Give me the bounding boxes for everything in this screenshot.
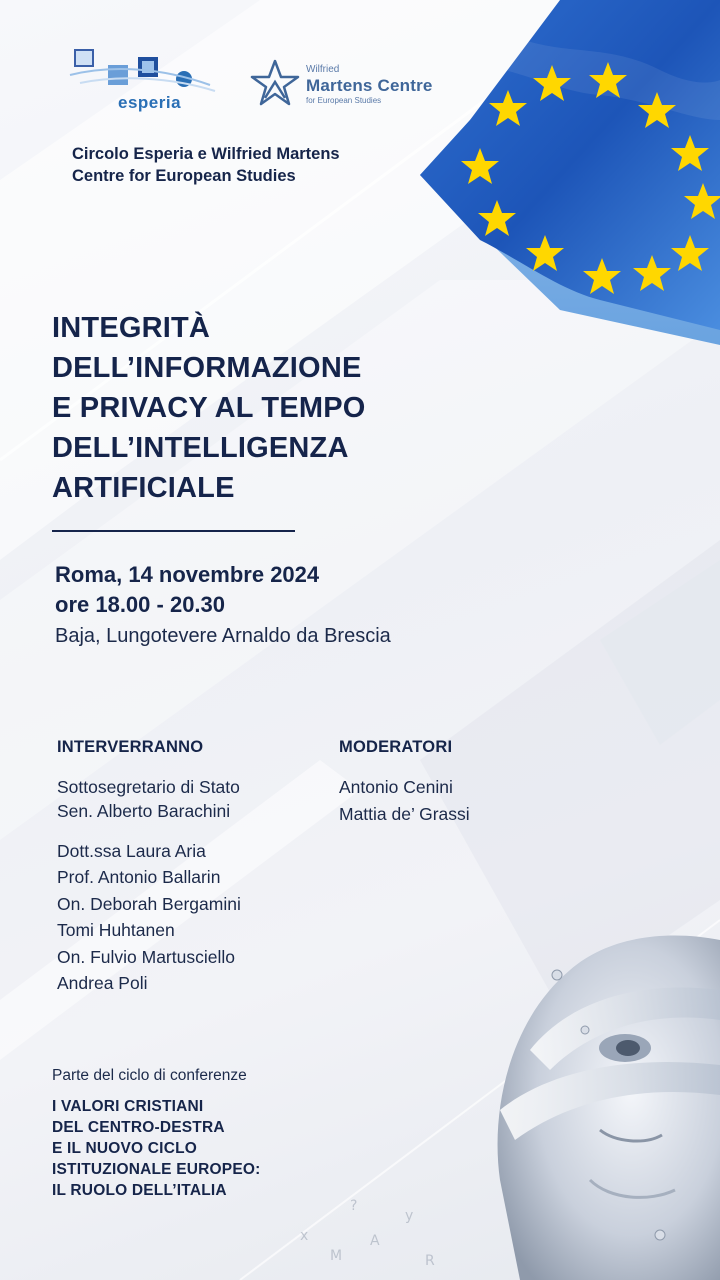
esperia-logo-mark bbox=[70, 45, 220, 95]
esperia-wordmark: esperia bbox=[118, 93, 182, 112]
svg-text:M: M bbox=[330, 1248, 343, 1264]
series-title-line: ISTITUZIONALE EUROPEO: bbox=[52, 1161, 261, 1178]
series-intro: Parte del ciclo di conferenze bbox=[52, 1067, 247, 1084]
event-title-line-2: DELL’INFORMAZIONE bbox=[52, 352, 362, 384]
event-date: Roma, 14 novembre 2024 bbox=[55, 562, 320, 587]
esperia-logo bbox=[70, 45, 220, 117]
event-title-line-1: INTEGRITÀ bbox=[52, 312, 211, 344]
speaker-item: On. Deborah Bergamini bbox=[57, 894, 241, 914]
event-title-line-3: E PRIVACY AL TEMPO bbox=[52, 392, 366, 424]
title-divider bbox=[52, 530, 295, 532]
speaker-item: Dott.ssa Laura Aria bbox=[57, 841, 206, 861]
event-title-line-4: DELL’INTELLIGENZA bbox=[52, 432, 349, 464]
svg-text:A: A bbox=[370, 1233, 380, 1249]
moderator-item: Antonio Cenini bbox=[339, 777, 453, 797]
moderator-item: Mattia de’ Grassi bbox=[339, 804, 470, 824]
series-title-line: DEL CENTRO-DESTRA bbox=[52, 1119, 225, 1136]
series-title-line: IL RUOLO DELL’ITALIA bbox=[52, 1182, 227, 1199]
martens-logo-subtitle: for European Studies bbox=[306, 96, 382, 105]
series-title-line: E IL NUOVO CICLO bbox=[52, 1140, 198, 1157]
martens-star-icon bbox=[250, 58, 300, 108]
event-venue: Baja, Lungotevere Arnaldo da Brescia bbox=[55, 625, 391, 647]
speakers-heading: INTERVERRANNO bbox=[57, 738, 204, 756]
svg-text:y: y bbox=[405, 1208, 414, 1224]
series-title-line: I VALORI CRISTIANI bbox=[52, 1098, 204, 1115]
moderators-heading: MODERATORI bbox=[339, 738, 453, 756]
martens-logo-first-name: Wilfried bbox=[306, 64, 340, 75]
organizer-line-2: Centre for European Studies bbox=[72, 167, 296, 185]
ai-robot-image bbox=[300, 880, 720, 1280]
speaker-item: Sen. Alberto Barachini bbox=[57, 801, 231, 821]
speaker-item: Andrea Poli bbox=[57, 973, 148, 993]
speaker-item: Tomi Huhtanen bbox=[57, 920, 175, 940]
event-time: ore 18.00 - 20.30 bbox=[55, 592, 226, 617]
martens-logo-name: Martens Centre bbox=[306, 76, 433, 95]
speaker-item: Prof. Antonio Ballarin bbox=[57, 867, 221, 887]
organizer-line-1: Circolo Esperia e Wilfried Martens bbox=[72, 145, 340, 163]
speaker-item: On. Fulvio Martusciello bbox=[57, 947, 235, 967]
speaker-item: Sottosegretario di Stato bbox=[57, 777, 240, 797]
svg-text:?: ? bbox=[350, 1198, 358, 1214]
svg-text:R: R bbox=[425, 1253, 435, 1269]
martens-centre-logo bbox=[250, 58, 450, 110]
svg-text:x: x bbox=[300, 1228, 309, 1244]
event-title-line-5: ARTIFICIALE bbox=[52, 472, 235, 504]
